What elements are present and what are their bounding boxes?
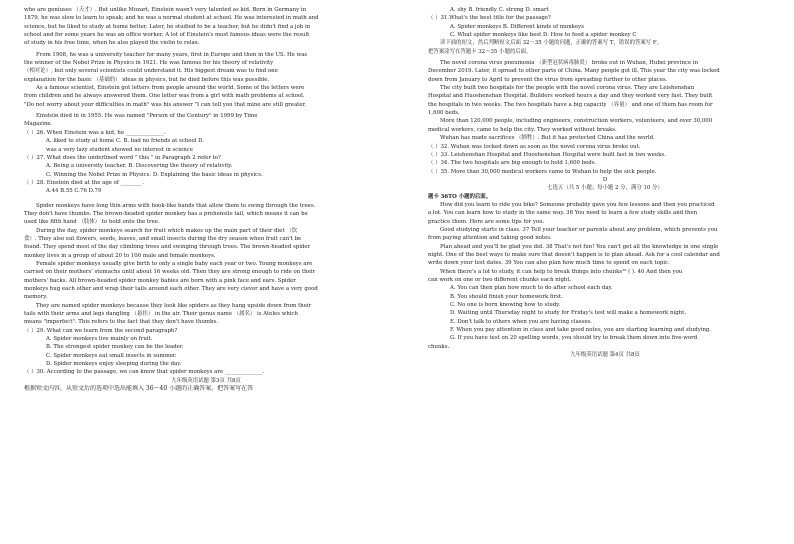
right-text-line: a lot. You can learn how to study in the same way. 36 You need to learn a few study skills and then: [428, 210, 698, 217]
left-text-line: （ ）29. What can we learn from the second paragraph?: [24, 327, 178, 334]
right-text-line: The city built two hospitals for the people with the novel corona virus. They are Leishenshan: [440, 85, 695, 92]
left-text-line: C. Spider monkeys eat small insects in summer.: [46, 352, 177, 359]
left-text-line: used like fifth hand （肢体） to hold onto the tree.: [24, 219, 160, 226]
right-text-line: Hospital and Huoshenshan Hospital. Builders worked hours a day and they worked very fast. They built: [428, 93, 713, 100]
left-text-line: carried on their mothers' stomachs until about 16 weeks old. Then they are strong enough to ride on their: [24, 269, 316, 276]
left-text-line: means "imperfect". This refers to the fact that they don't have thumbs.: [24, 319, 218, 326]
left-text-line: （ ）26. When Einstein was a kid, he ______________.: [24, 129, 166, 136]
left-text-line: school and for some years he was an office worker. A lot of Einstein's most famous ideas were the result: [24, 32, 310, 39]
left-text-line: 根据短文内容，从短文后的选项中选出能填入 36～40 小题的正确答案。把答案写在答: [24, 385, 254, 393]
left-text-line: science, but he liked to study at home better. Later, he studied to be a teacher, but he didn't find a job in: [24, 23, 311, 30]
left-text-line: found. They spend most of the day climbing trees and swinging through trees. The brown-headed spider: [24, 244, 311, 251]
left-text-line: of study in his free time, when he also played the violin to relax.: [24, 40, 200, 47]
left-text-line: tails with their arms and legs dangling （悬挂） in the air. Their genus name （属名） is Ateles which: [24, 311, 299, 318]
right-text-line: A. Spider monkeys B. Different kinds of monkeys: [450, 23, 584, 30]
left-text-line: （相对论）, but only several scientists could understand it. His biggest dream was to find one: [24, 68, 278, 75]
left-text-line: Magazine.: [24, 121, 53, 128]
right-text-line: December 2019. Later, it spread to other parts of China. Many people got ill. This year the city was locked: [428, 68, 720, 75]
right-text-line: A. shy B. friendly C. strong D. smart: [450, 7, 549, 13]
left-text-line: A. Being a university teacher. B. Discovering the theory of relativity.: [46, 163, 233, 170]
left-text-line: A.44 B.55 C.76 D.79: [46, 188, 102, 195]
right-text-line: B. You should finish your homework first.: [450, 293, 563, 300]
left-text-line: monkey lives in a group of about 20 to 100 male and female monkeys.: [24, 252, 216, 259]
left-text-line: From 1908, he was a university teacher for many years, first in Europe and then in the US. He was: [36, 51, 308, 58]
right-text-line: practice them. Here are some tips for you.: [428, 218, 545, 225]
left-text-line: monkeys hug each other and wrap their tails around each other. They are very clever and have a very good: [24, 286, 318, 292]
right-text-line: （ ）34. The two hospitals are big enough to hold 1,600 beds.: [428, 160, 597, 167]
left-text-line: （ ）28. Einstein died at the age of ________.: [24, 179, 144, 186]
left-text-line: They are named spider monkeys because they look like spiders as they hang upside down from their: [36, 302, 312, 309]
left-text-line: They don't have thumbs. The brown-headed spider monkey has a prehensile tail, which means it can be: [24, 210, 308, 217]
right-text-line: 读下面的短文，然后判断短文后面 32～35 小题的问题，正确的答案写 T，错误的答案写 F。: [440, 40, 662, 47]
right-text-line: （ ）33. Leishenshan Hospital and Huoshenshan Hospital were built fast in two weeks.: [428, 151, 666, 158]
left-text-line: （ ）27. What does the underlined word " this " in Paragraph 2 refer to?: [24, 154, 221, 161]
right-text-line: medical workers, came to help the city. They worked without breaks.: [428, 126, 617, 133]
right-text-line: 题卡 36TO 小题的后面。: [428, 193, 492, 200]
left-text-line: （ ）30. According to the passage, we can know that spider monkeys are ______________.: [24, 369, 265, 376]
right-text-line: the hospitals in two weeks. The two hospitals have a big capacity （容量） and one of them has room for: [428, 101, 713, 108]
right-text-line: 九年级英语试题 第4页 共8页: [570, 352, 640, 359]
right-text-line: The novel corona virus pneumonia （新型冠状病毒肺炎） broke out in Wuhan, Hubei province in: [440, 60, 699, 67]
left-text-line: A. Spider monkeys live mainly on fruit.: [46, 336, 153, 343]
left-text-line: was a very lazy student showed no interest in science: [46, 146, 193, 153]
right-text-line: D: [602, 176, 608, 183]
right-text-line: G. If you have test on 20 spelling words, you should try to break them down into five-word: [450, 335, 698, 342]
right-text-line: Plan ahead and you'll be glad you did. 38 That's not fun! You can't get all the knowledge in one single: [440, 243, 719, 250]
left-text-line: 食）. They also eat flowers, seeds, leaves, and small insects during the dry season when fruit can't be: [24, 235, 302, 242]
left-text-line: C. Winning the Nobel Prize in Physics. D. Explaining the basic ideas in physics.: [46, 171, 263, 178]
left-text-line: A. liked to study at home C. B. had no friends at school D.: [46, 138, 204, 145]
right-text-line: 1,600 beds.: [428, 110, 460, 117]
right-text-line: （ ）32. Wuhan was locked down as soon as the novel corona virus broke out.: [428, 143, 641, 150]
left-text-line: who are geniuses （天才）. But unlike Mozart, Einstein wasn't very talented as kid. Born in Germany in: [24, 7, 307, 13]
right-text-line: D. Waiting until Thursday night to study for Friday's test will make a homework night.: [450, 310, 687, 317]
right-text-line: A. You can then plan how much to do after school each day.: [450, 285, 613, 292]
left-text-line: 1879, he was slow to learn to speak; and he was a normal student at school. He was interested in math and: [24, 15, 319, 22]
right-text-line: night. One of the best ways to make sure that doesn't happen is to plan ahead. Ask for a cool calendar and: [428, 251, 720, 258]
left-text-line: B. The strongest spider monkey can be the leader.: [46, 344, 184, 351]
right-text-line: E. Don't talk to others when you are having classes.: [450, 318, 592, 325]
left-text-line: memory.: [24, 294, 48, 301]
right-text-line: F. When you pay attention in class and take good notes, you are starting learning and studying.: [450, 327, 712, 334]
left-text-line: mothers' backs. All brown-headed spider monkey babies are born with a pink face and ears. Spider: [24, 277, 296, 284]
left-text-line: the winner of the Nobel Prize in Physics in 1921. He was famous for his theory of relativity: [24, 60, 274, 67]
right-text-line: When there's a lot to study, it can help to break things into chunks¹⁰ ( ). 40 And then you: [440, 268, 683, 275]
left-text-line: As a famous scientist, Einstein got letters from people around the world. Some of the letters were: [36, 85, 305, 92]
left-column: [24, 6, 388, 393]
left-text-line: D. Spider monkeys enjoy sleeping during the day.: [46, 361, 182, 368]
left-text-line: Einstein died in in 1955. He was named "Person of the Century" in 1999 by Time: [36, 113, 258, 120]
right-text-line: can work on one or two different chunks each night.: [428, 277, 572, 283]
right-text-line: Good studying starts in class. 37 Tell your teacher or parents about any problem, which prevents you: [440, 226, 718, 233]
left-text-line: 九年级英语试题 第3页 共8页: [171, 377, 241, 384]
right-column: [428, 6, 782, 359]
right-text-line: write down your test dates. 39 You can also plan how much time to spend on each topic.: [428, 260, 670, 267]
right-text-line: C. What spider monkeys like best D. How to feed a spider monkey C: [450, 32, 637, 39]
right-text-line: More than 120,000 people, including engineers, construction workers, volunteers, and over 30,000: [440, 118, 713, 125]
right-text-line: down from January to April to prevent the virus from spreading further to other places.: [428, 76, 668, 83]
left-text-line: from children and he always answered them. One letter was from a girl with math problems at school.: [24, 93, 305, 100]
left-text-line: "Do not worry about your difficulties in math" was his answer "I can tell you that mine are still greater.: [24, 101, 307, 108]
left-text-line: Female spider monkeys usually give birth to only a single baby each year or two. Young monkeys are: [36, 260, 313, 267]
right-text-line: from paying attention and taking good notes.: [428, 235, 552, 242]
right-text-line: （ ）31.What's the best title for the passage?: [428, 15, 551, 22]
right-text-line: （ ）35. More than 30,000 medical workers came to Wuhan to help the sick people.: [428, 168, 657, 175]
left-text-line: explanation for the basic （基础的） ideas in physics, but he died before this was possible.: [24, 76, 270, 83]
right-text-line: 七选五（共 5 小题；每小题 2 分，满分 10 分）: [547, 185, 663, 192]
left-text-line: During the day, spider monkeys search for fruit which makes up the main part of their diet （饮: [36, 227, 298, 234]
right-text-line: 把答案涂写在答题卡 32～35 小题的后面。: [428, 48, 532, 55]
right-text-line: How did you learn to ride you bike? Someone probably gave you few lessons and then you practiced: [440, 201, 715, 208]
right-text-line: Wuhan has made sacrifices （牺牲）. But it has protected China and the world.: [440, 135, 655, 142]
left-text-line: Spider monkeys have long thin arms with hook-like hands that allow them to swing through the trees.: [36, 202, 316, 209]
right-text-line: C. No one is born knowing how to study.: [450, 302, 561, 309]
right-text-line: chunks.: [428, 343, 450, 350]
